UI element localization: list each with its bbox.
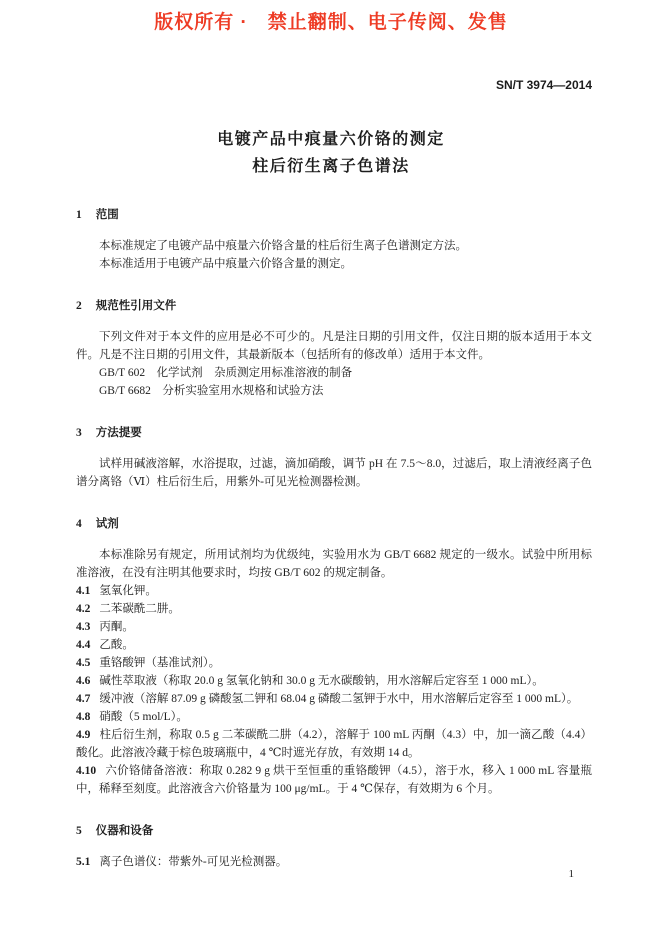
clause-item: [76, 762, 592, 798]
clause-item: [76, 708, 592, 726]
section-number: 3: [76, 427, 82, 439]
clause-number: 4.9: [76, 729, 91, 741]
section-heading-scope: [76, 206, 592, 224]
section-heading-reagents: [76, 515, 592, 533]
document-title-line2: 柱后衍生离子色谱法: [252, 158, 410, 175]
section-title: 规范性引用文件: [95, 300, 177, 312]
reference-entry: GB/T 6682 分析实验室用水规格和试验方法: [99, 385, 324, 397]
clause-text: 离子色谱仪：带紫外-可见光检测器。: [99, 856, 288, 868]
page-number: 1: [568, 868, 574, 880]
clause-item: [76, 618, 592, 636]
section-heading-method-summary: [76, 424, 592, 442]
document-body: [0, 206, 662, 871]
document-title: [0, 126, 662, 180]
paragraph: 下列文件对于本文件的应用是必不可少的。凡是注日期的引用文件，仅注日期的版本适用于本文件。凡是不注日期的引用文件，其最新版本（包括所有的修改单）适用于本文件。: [76, 331, 592, 361]
clause-number: 4.5: [76, 657, 91, 669]
clause-item: [76, 654, 592, 672]
clause-text: 碱性萃取液（称取 20.0 g 氢氧化钠和 30.0 g 无水碳酸钠，用水溶解后定容至 1 000 mL）。: [99, 675, 544, 687]
clause-number: 4.6: [76, 675, 91, 687]
section-title: 方法提要: [95, 427, 142, 439]
section-number: 2: [76, 300, 82, 312]
clause-text: 六价铬储备溶液：称取 0.282 9 g 烘干至恒重的重铬酸钾（4.5），溶于水，移入 1 000 mL 容量瓶中，稀释至刻度。此溶液含六价铬量为 100 μg/mL。于 4 ℃保存，有效期为 6 个月。: [76, 765, 592, 795]
clause-text: 丙酮。: [99, 621, 134, 633]
section-number: 5: [76, 825, 82, 837]
clause-text: 柱后衍生剂，称取 0.5 g 二苯碳酰二肼（4.2），溶解于 100 mL 丙酮（4.3）中，加一滴乙酸（4.4）酸化。此溶液冷藏于棕色玻璃瓶中，4 ℃时遮光存放，有效期 14 d。: [76, 729, 592, 759]
clause-item: [76, 636, 592, 654]
clause-item: [76, 582, 592, 600]
clause-number: 4.2: [76, 603, 91, 615]
clause-item: [76, 726, 592, 762]
copyright-notice: 版权所有 · 禁止翻制、电子传阅、发售: [154, 12, 508, 33]
clause-text: 氢氧化钾。: [99, 585, 157, 597]
reference-entry: GB/T 602 化学试剂 杂质测定用标准溶液的制备: [99, 367, 353, 379]
section-heading-normative-references: [76, 297, 592, 315]
clause-item: [76, 600, 592, 618]
clause-text: 二苯碳酰二肼。: [99, 603, 180, 615]
clause-number: 5.1: [76, 856, 91, 868]
section-title: 仪器和设备: [95, 825, 154, 837]
clause-text: 乙酸。: [99, 639, 134, 651]
clause-item: [76, 672, 592, 690]
clause-number: 4.10: [76, 765, 97, 777]
clause-number: 4.3: [76, 621, 91, 633]
clause-item: [76, 853, 592, 871]
clause-number: 4.4: [76, 639, 91, 651]
clause-item: [76, 690, 592, 708]
section-heading-apparatus: [76, 822, 592, 840]
section-number: 1: [76, 209, 82, 221]
paragraph: 本标准规定了电镀产品中痕量六价铬含量的柱后衍生离子色谱测定方法。: [99, 240, 467, 252]
section-title: 范围: [95, 209, 119, 221]
clause-number: 4.1: [76, 585, 91, 597]
clause-text: 重铬酸钾（基准试剂）。: [99, 657, 221, 669]
standard-number: SN/T 3974—2014: [495, 78, 592, 92]
clause-text: 缓冲液（溶解 87.09 g 磷酸氢二钾和 68.04 g 磷酸二氢钾于水中，用水溶解后定容至 1 000 mL）。: [99, 693, 579, 705]
section-title: 试剂: [95, 518, 119, 530]
section-number: 4: [76, 518, 82, 530]
paragraph: 本标准适用于电镀产品中痕量六价铬含量的测定。: [99, 258, 352, 270]
clause-number: 4.8: [76, 711, 91, 723]
clause-text: 硝酸（5 mol/L）。: [99, 711, 188, 723]
document-title-line1: 电镀产品中痕量六价铬的测定: [217, 131, 445, 148]
paragraph: 本标准除另有规定，所用试剂均为优级纯，实验用水为 GB/T 6682 规定的一级水。试验中所用标准溶液，在没有注明其他要求时，均按 GB/T 602 的规定制备。: [76, 549, 592, 579]
paragraph: 试样用碱液溶解，水浴提取，过滤，滴加硝酸，调节 pH 在 7.5～8.0，过滤后，取上清液经离子色谱分离铬（Ⅵ）柱后衍生后，用紫外-可见光检测器检测。: [76, 458, 592, 488]
clause-number: 4.7: [76, 693, 91, 705]
